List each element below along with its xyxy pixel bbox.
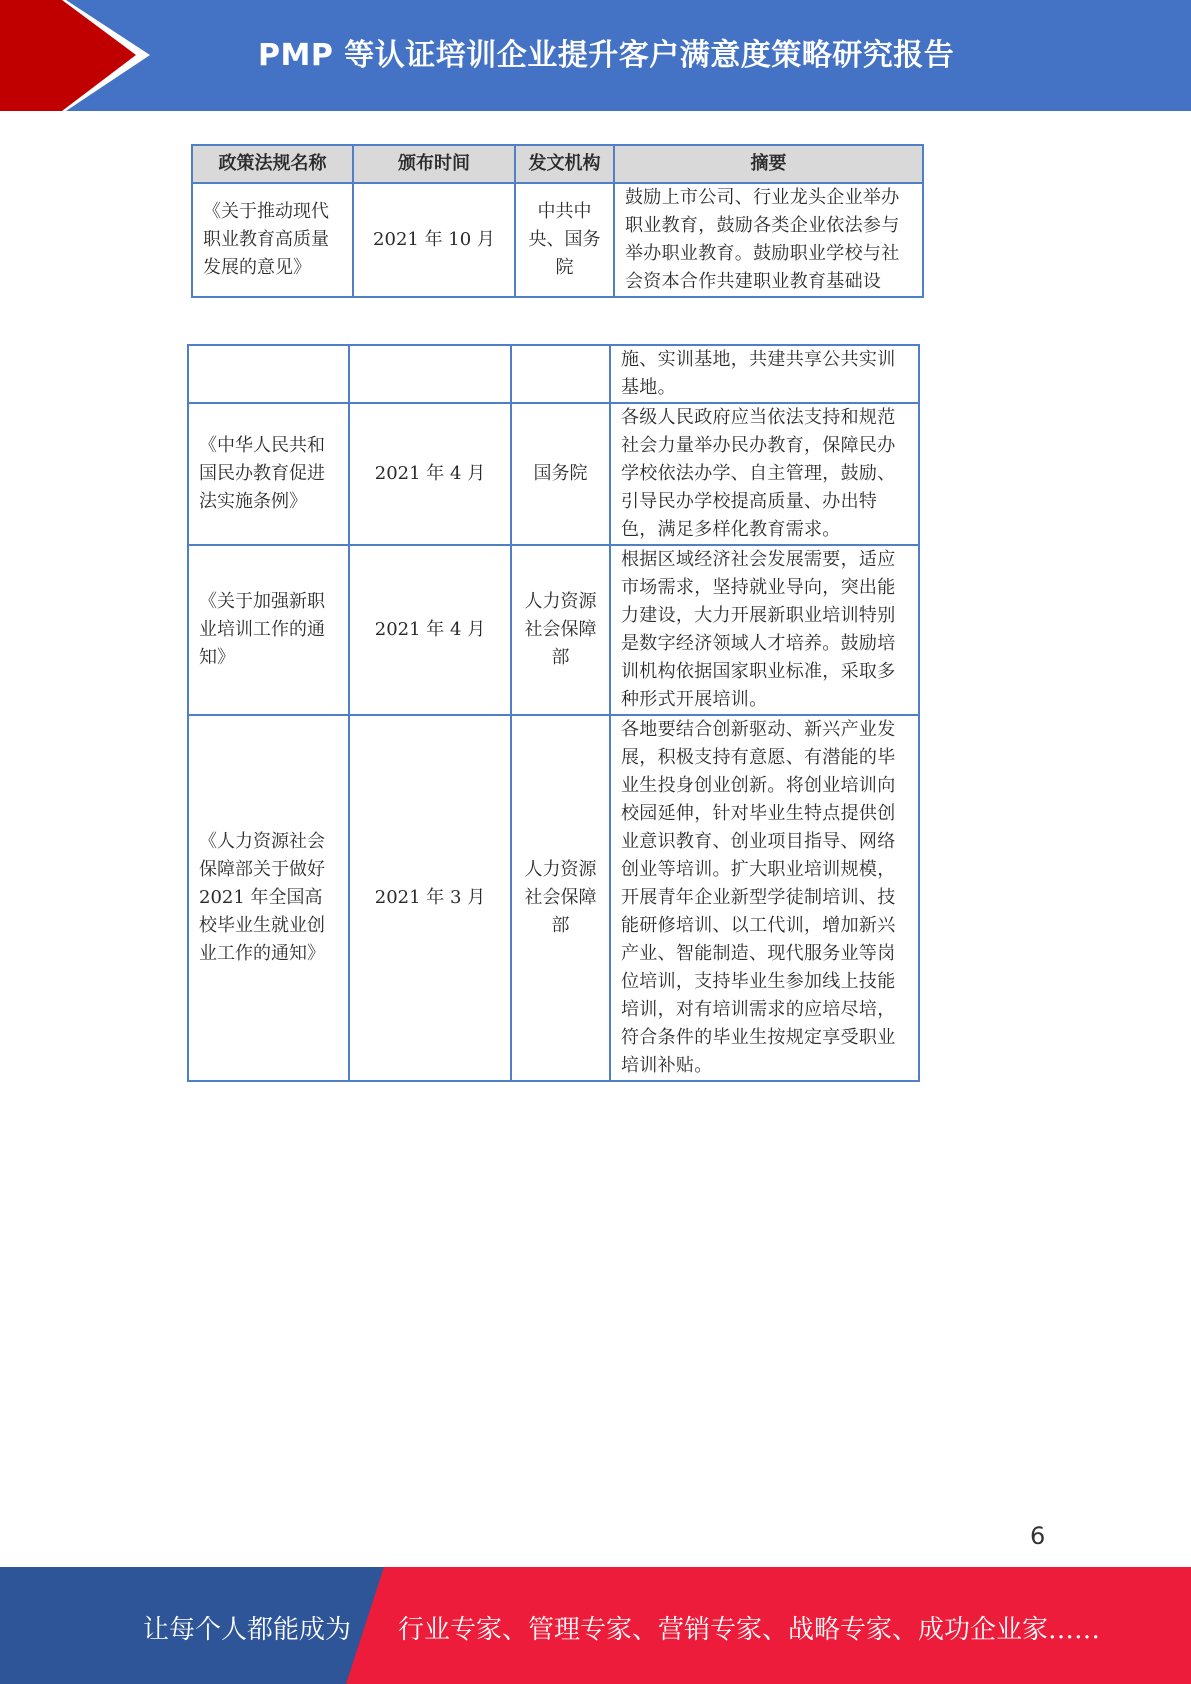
issue-date-cell: 2021 年 10 月 [353,183,515,297]
header-arrow-icon [0,0,160,111]
table-row [192,183,923,297]
issue-date-cell: 2021 年 3 月 [349,715,511,1081]
table-row [188,545,919,715]
footer-slogan-left: 让每个人都能成为 [143,1615,352,1645]
column-header-org: 发文机构 [515,145,614,183]
column-header-name: 政策法规名称 [192,145,353,183]
summary-cell: 根据区域经济社会发展需要，适应市场需求，坚持就业导向，突出能力建设，大力开展新职业培训特别是数字经济领域人才培养。鼓励培训机构依据国家职业标准，采取多种形式开展培训。 [610,545,919,715]
page-number: 6 [1030,1522,1046,1550]
table-row [188,403,919,545]
column-header-summary: 摘要 [614,145,923,183]
policy-name-cell: 《人力资源社会保障部关于做好 2021 年全国高校毕业生就业创业工作的通知》 [188,715,349,1081]
footer-band [0,1567,1191,1684]
policy-name-cell: 《关于推动现代职业教育高质量发展的意见》 [192,183,353,297]
policy-name-cell: 《中华人民共和国民办教育促进法实施条例》 [188,403,349,545]
issuing-body-cell: 人力资源社会保障部 [511,715,610,1081]
issuing-body-cell [511,345,610,403]
policy-table-part2 [187,344,920,1082]
policy-name-cell: 《关于加强新职业培训工作的通知》 [188,545,349,715]
issuing-body-cell: 人力资源社会保障部 [511,545,610,715]
policy-name-cell [188,345,349,403]
summary-cell: 鼓励上市公司、行业龙头企业举办职业教育，鼓励各类企业依法参与举办职业教育。鼓励职业学校与社会资本合作共建职业教育基础设 [614,183,923,297]
issue-date-cell [349,345,511,403]
footer-slogan-right: 行业专家、管理专家、营销专家、战略专家、成功企业家…… [398,1615,1101,1645]
issue-date-cell: 2021 年 4 月 [349,545,511,715]
report-title: PMP 等认证培训企业提升客户满意度策略研究报告 [258,38,955,73]
summary-cell: 施、实训基地，共建共享公共实训基地。 [610,345,919,403]
issuing-body-cell: 国务院 [511,403,610,545]
policy-table-part1 [191,144,924,298]
issuing-body-cell: 中共中央、国务院 [515,183,614,297]
header-band [0,0,1191,111]
column-header-date: 颁布时间 [353,145,515,183]
table-row [188,345,919,403]
summary-cell: 各地要结合创新驱动、新兴产业发展，积极支持有意愿、有潜能的毕业生投身创业创新。将创业培训向校园延伸，针对毕业生特点提供创业意识教育、创业项目指导、网络创业等培训。扩大职业培训规模，开展青年企业新型学徒制培训、技能研修培训、以工代训，增加新兴产业、智能制造、现代服务业等岗位培训，支持毕业生参加线上技能培训，对有培训需求的应培尽培，符合条件的毕业生按规定享受职业培训补贴。 [610,715,919,1081]
summary-cell: 各级人民政府应当依法支持和规范社会力量举办民办教育，保障民办学校依法办学、自主管理，鼓励、引导民办学校提高质量、办出特色，满足多样化教育需求。 [610,403,919,545]
issue-date-cell: 2021 年 4 月 [349,403,511,545]
table-row [188,715,919,1081]
table-header-row [192,145,923,183]
